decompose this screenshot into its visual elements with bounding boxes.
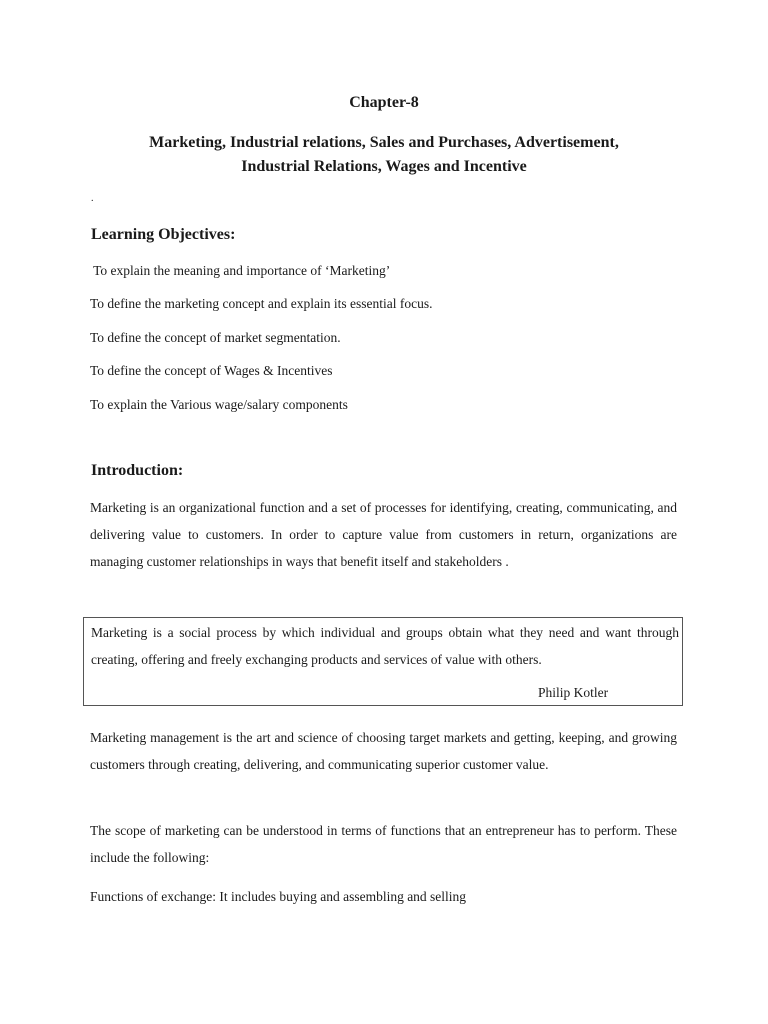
objective-item: To define the concept of Wages & Incentives <box>90 363 333 378</box>
chapter-title-line-2: Industrial Relations, Wages and Incentive <box>241 158 527 175</box>
objective-item: To explain the meaning and importance of ‘Marketing’ <box>90 263 391 278</box>
objective-item: To explain the Various wage/salary components <box>90 397 348 412</box>
stray-dot: . <box>91 193 94 204</box>
quote-text: Marketing is a social process by which individual and groups obtain what they need and want through creating, offering and freely exchanging products and services of value with others. <box>91 625 679 667</box>
exchange-paragraph: Functions of exchange: It includes buying and assembling and selling <box>90 889 467 904</box>
objective-item: To define the concept of market segmentation. <box>90 330 341 345</box>
quote-author: Philip Kotler <box>538 685 609 700</box>
management-paragraph: Marketing management is the art and science of choosing target markets and getting, keeping, and growing customers through creating, delivering, and communicating superior customer value. <box>90 730 677 772</box>
learning-objectives-heading: Learning Objectives: <box>91 226 236 243</box>
objective-item: To define the marketing concept and explain its essential focus. <box>90 296 433 311</box>
scope-paragraph: The scope of marketing can be understood in terms of functions that an entrepreneur has to perform. These include the following: <box>90 823 677 865</box>
chapter-title <box>60 131 708 179</box>
introduction-paragraph: Marketing is an organizational function and a set of processes for identifying, creating, communicating, and delivering value to customers. In order to capture value from customers in return, organizations are managing customer relationships in ways that benefit itself and stakeholders . <box>90 500 677 569</box>
quote-box <box>83 617 683 706</box>
introduction-heading: Introduction: <box>91 462 184 479</box>
chapter-title-line-1: Marketing, Industrial relations, Sales and Purchases, Advertisement, <box>149 134 619 151</box>
chapter-label: Chapter-8 <box>349 94 419 111</box>
